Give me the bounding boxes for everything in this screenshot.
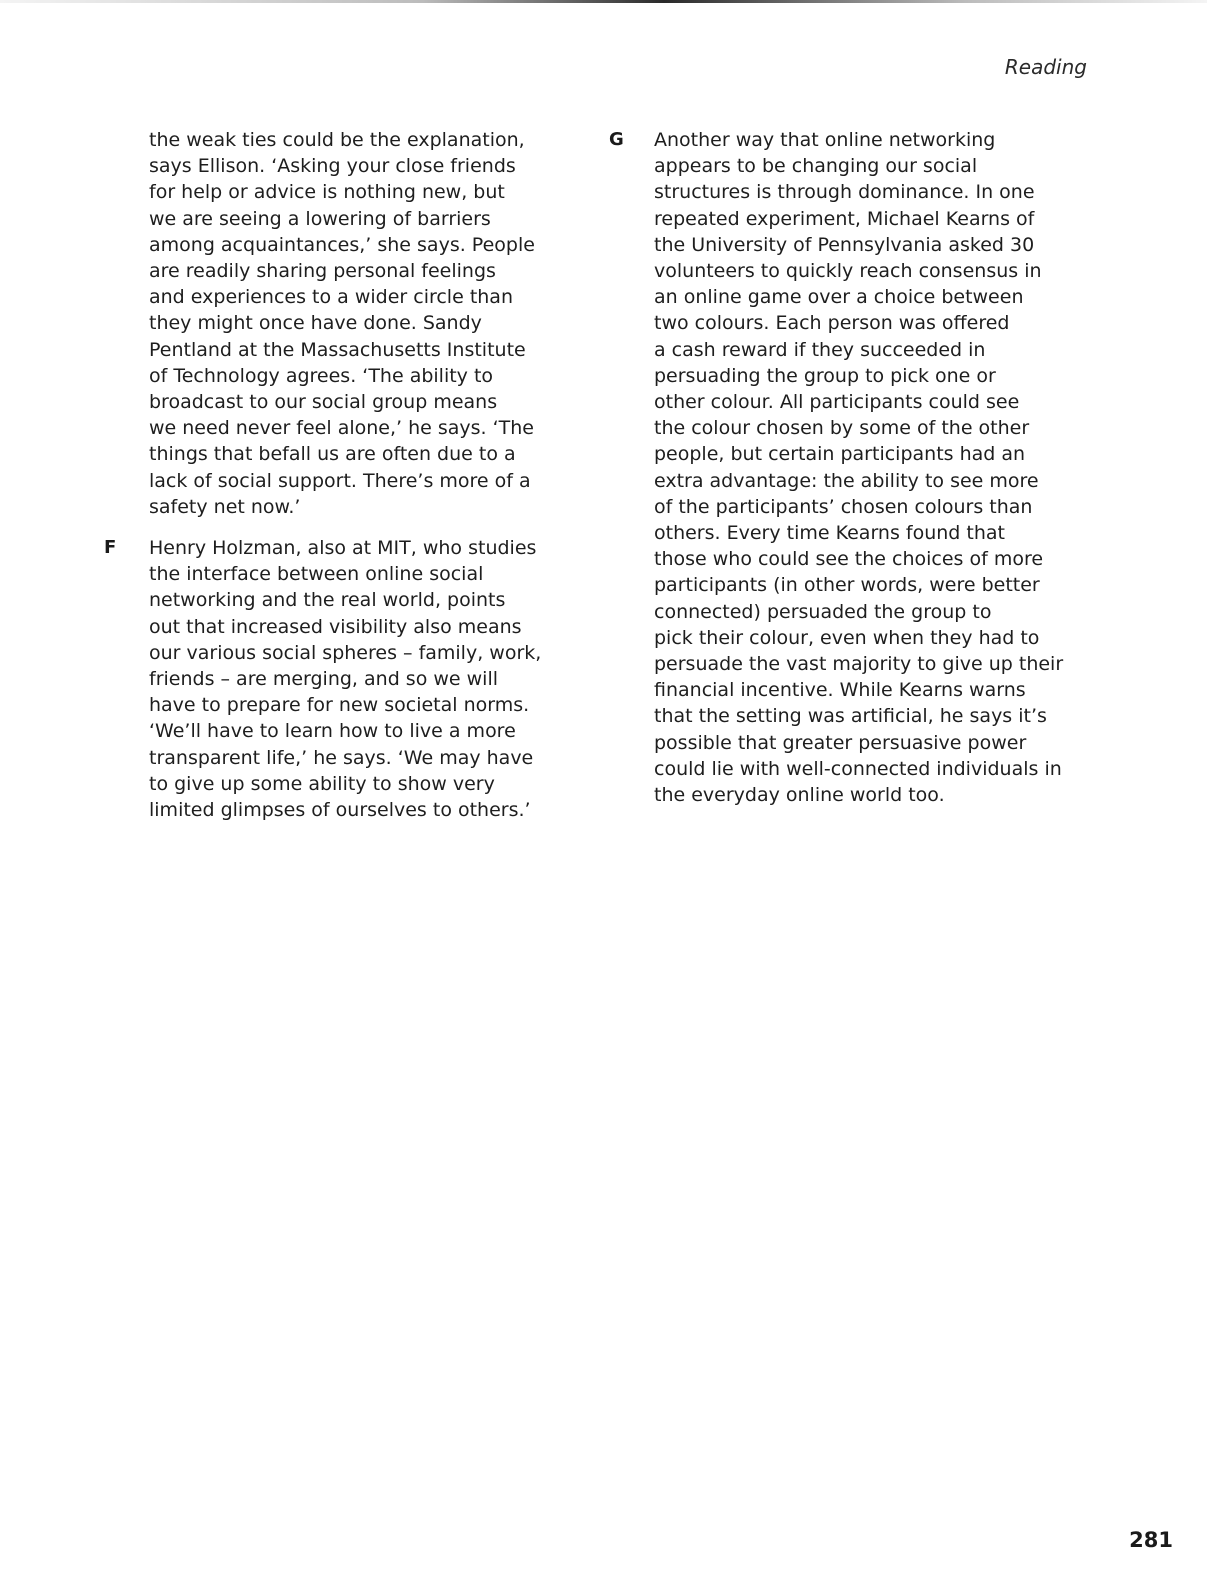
text-line: the weak ties could be the explanation, [149,129,525,151]
text-line: are readily sharing personal feelings [149,260,496,283]
page-number: 281 [1129,1528,1173,1552]
text-line: things that befall us are often due to a [149,443,516,466]
text-line: volunteers to quickly reach consensus in [654,260,1042,283]
text-line: persuade the vast majority to give up their [654,653,1064,676]
text-line: we need never feel alone,’ he says. ‘The [149,417,535,440]
text-line: lack of social support. There’s more of a [149,469,531,492]
text-line: Another way that online networking [654,129,996,151]
text-line: the everyday online world too. [654,784,945,807]
text-line: friends – are merging, and so we will [149,668,499,691]
text-line: says Ellison. ‘Asking your close friends [149,155,516,178]
text-line: repeated experiment, Michael Kearns of [654,207,1035,230]
text-line: persuading the group to pick one or [654,364,996,387]
text-line: to give up some ability to show very [149,772,495,795]
text-line: ‘We’ll have to learn how to live a more [149,720,516,743]
top-rule [0,0,1207,3]
text-line: the interface between online social [149,563,484,586]
text-line: we are seeing a lowering of barriers [149,207,491,230]
text-line: of Technology agrees. ‘The ability to [149,364,494,387]
text-line: those who could see the choices of more [654,548,1044,571]
text-line: transparent life,’ he says. ‘We may have [149,746,534,769]
text-line: networking and the real world, points [149,589,506,612]
text-line: extra advantage: the ability to see more [654,469,1039,492]
text-line: out that increased visibility also means [149,615,522,638]
text-line: people, but certain participants had an [654,443,1026,466]
text-line: others. Every time Kearns found that [654,522,1005,545]
text-line: safety net now.’ [149,495,301,518]
text-line: possible that greater persuasive power [654,731,1027,754]
paragraph [104,127,584,520]
text-line: among acquaintances,’ she says. People [149,233,535,256]
text-line: financial incentive. While Kearns warns [654,679,1026,702]
text-line: broadcast to our social group means [149,391,498,414]
running-head: Reading [1004,55,1087,79]
text-line: an online game over a choice between [654,286,1024,309]
right-column [609,127,1099,823]
text-line: participants (in other words, were better [654,574,1040,597]
text-line: Pentland at the Massachusetts Institute [149,338,526,361]
text-line: the colour chosen by some of the other [654,417,1030,440]
paragraph-text [654,127,1099,808]
paragraph-letter: F [104,537,117,559]
text-line: connected) persuaded the group to [654,600,992,623]
text-line: two colours. Each person was offered [654,312,1010,335]
text-line: of the participants’ chosen colours than [654,495,1033,518]
paragraph [104,535,584,823]
text-line: they might once have done. Sandy [149,312,482,335]
text-line: a cash reward if they succeeded in [654,338,986,361]
text-line: our various social spheres – family, work, [149,641,542,664]
text-line: appears to be changing our social [654,155,978,178]
text-line: have to prepare for new societal norms. [149,694,530,717]
paragraph [609,127,1099,808]
text-line: and experiences to a wider circle than [149,286,513,309]
text-line: that the setting was artificial, he says it’s [654,705,1047,728]
text-line: other colour. All participants could see [654,391,1020,414]
paragraph-letter: G [609,129,624,150]
text-line: structures is through dominance. In one [654,181,1035,204]
text-line: the University of Pennsylvania asked 30 [654,233,1035,256]
text-line: for help or advice is nothing new, but [149,181,505,204]
text-line: pick their colour, even when they had to [654,626,1040,649]
text-line: could lie with well-connected individuals in [654,757,1062,780]
paragraph-text [149,127,584,520]
text-line: Henry Holzman, also at MIT, who studies [149,537,537,560]
left-column [104,127,584,838]
paragraph-text [149,535,584,823]
text-line: limited glimpses of ourselves to others.’ [149,799,531,822]
